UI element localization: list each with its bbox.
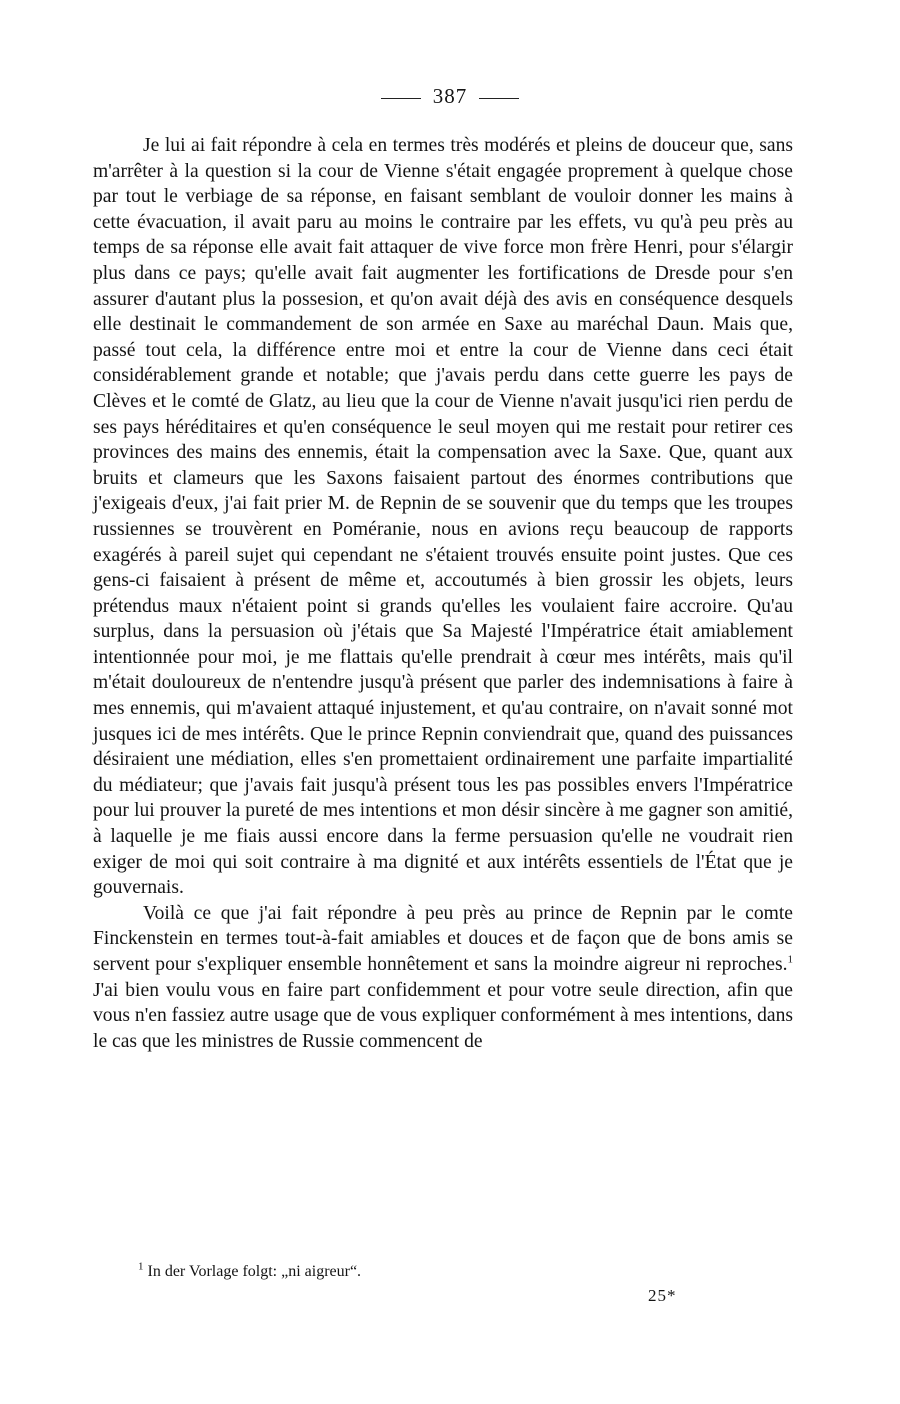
paragraph-1-text: Je lui ai fait répondre à cela en termes très modérés et pleins de douceur que, sans m'arrêter à la question si la cour de Vienne s'était engagée proprement à quelque chose par tout le verbiage de sa réponse, en faisant semblant de vouloir donner les mains à cette évacuation, il avait paru au moins le contraire par les effets, vu qu'à peu près au temps de sa réponse elle avait fait attaquer de vive force mon frère Henri, pour s'élargir plus dans ce pays; qu'elle avait fait augmenter les fortifications de Dresde pour s'en assurer d'autant plus la possesion, et qu'on avait déjà des avis en conséquence desquels elle destinait le commandement de son armée en Saxe au maréchal Daun. Mais que, passé tout cela, la différence entre moi et entre la cour de Vienne dans ceci était considérablement grande et notable; que j'avais perdu dans cette guerre les pays de Clèves et le comté de Glatz, au lieu que la cour de Vienne n'avait jusqu'ici rien perdu de ses pays héréditaires et qu'en conséquence le seul moyen qui me restait pour retirer ces provinces des mains des ennemis, était la compensation avec la Saxe. Que, quant aux bruits et clameurs que les Saxons faisaient partout des énormes contributions que j'exigeais d'eux, j'ai fait prier M. de Repnin de se souvenir que du temps que les troupes russiennes se trouvèrent en Poméranie, nous en avions reçu beaucoup de rapports exagérés à pareil sujet qui cependant ne s'étaient trouvés ensuite point justes. Que ces gens-ci faisaient à présent de même et, accoutumés à bien grossir les objets, leurs prétendus maux n'étaient point si grands qu'elles les voulaient faire accroire. Qu'au surplus, dans la persuasion où j'étais que Sa Majesté l'Impératrice était amiablement intentionnée pour moi, je me flattais qu'elle prendrait à cœur mes intérêts, mais qu'il m'était douloureux de n'entendre jusqu'à présent que parler des indemnisations à faire à mes ennemis, qui m'avaient attaqué injustement, et qu'au contraire, on n'avait sonné mot jusques ici de mes intérêts. Que le prince Repnin conviendrait que, quand des puissances désiraient une médiation, elles s'en promettaient ordinairement une parfaite impartialité du médiateur; que j'avais fait jusqu'à présent tous les pas possibles envers l'Impératrice pour lui prouver la pureté de mes intentions et mon désir sincère à me gagner son amitié, à laquelle je me fiais aussi encore dans la ferme persuasion qu'elle ne voudrait rien exiger de moi qui soit contraire à ma dignité et aux intérêts essentiels de l'État que je gouvernais. [93,135,793,899]
footnote-mark: 1 [138,1260,144,1273]
page-number: 387 [432,84,468,108]
body-text [93,133,793,1054]
paragraph-2 [93,901,793,1055]
paragraph-2-text-before: Voilà ce que j'ai fait répondre à peu près au prince de Repnin par le comte Finckenstein en termes tout-à-fait amiables et douces et de façon que de bons amis se servent pour s'expliquer ensemble honnêtement et sans la moindre aigreur ni reproches. [93,902,793,975]
paragraph-1 [93,133,793,901]
signature-mark: 25* [648,1286,677,1305]
footnote-text: In der Vorlage folgt: „ni aigreur“. [143,1263,362,1280]
paragraph-2-text-after: J'ai bien voulu vous en faire part confidemment et pour votre seule direction, afin que vous n'en fassiez autre usage que de vous expliquer conformément à mes intentions, dans le cas que les ministres de Russie commencent de [93,979,793,1052]
footnote-reference: 1 [787,953,793,966]
header-dash-left [381,98,421,99]
page-header [0,84,900,109]
header-dash-right [479,98,519,99]
footnote [138,1262,361,1282]
